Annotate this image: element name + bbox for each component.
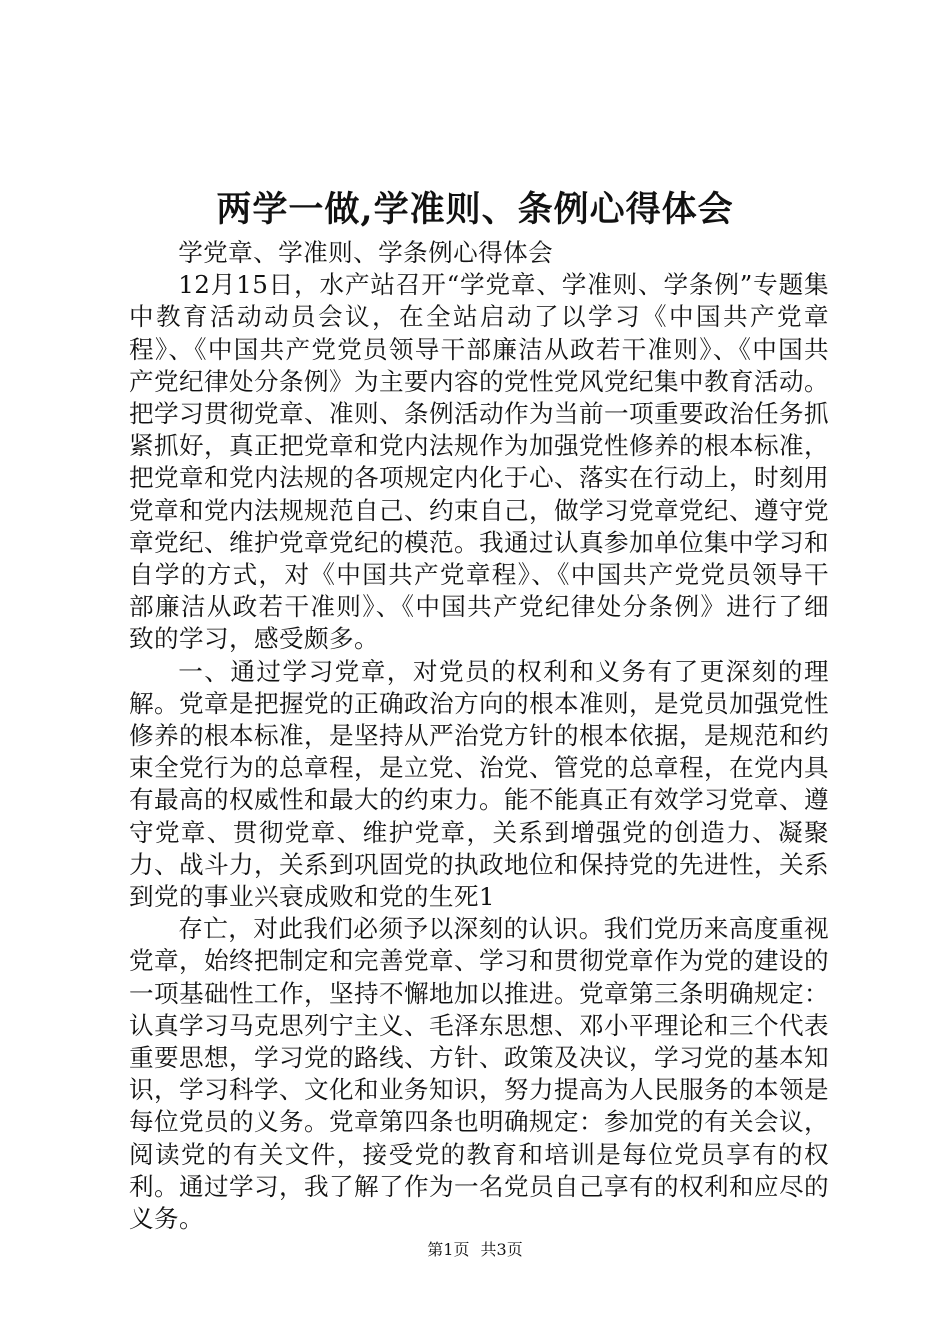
document-title: 两学一做,学准则、条例心得体会: [216, 189, 734, 230]
paragraph-section-one: 一、通过学习党章，对党员的权利和义务有了更深刻的理解。党章是把握党的正确政治方向的根本准则，是党员加强党性修养的根本标准，是坚持从严治党方针的根本依据，是规范和约束全党行为的总章程，是立党、治党、管党的总章程，在党内具有最高的权威性和最大的约束力。能不能真正有效学习党章、遵守党章、贯彻党章、维护党章，关系到增强党的创造力、凝聚力、战斗力，关系到巩固党的执政地位和保持党的先进性，关系到党的事业兴衰成败和党的生死1: [129, 656, 829, 912]
paragraph-subtitle: 学党章、学准则、学条例心得体会: [178, 238, 554, 267]
page-footer: [0, 1238, 950, 1262]
page-number: 第1页: [427, 1240, 470, 1259]
page-total: 共3页: [480, 1240, 523, 1259]
paragraph-intro: 12月15日，水产站召开“学党章、学准则、学条例”专题集中教育活动动员会议，在全站启动了以学习《中国共产党章程》、《中国共产党党员领导干部廉洁从政若干准则》、《中国共产党纪律处分条例》为主要内容的党性党风党纪集中教育活动。把学习贯彻党章、准则、条例活动作为当前一项重要政治任务抓紧抓好，真正把党章和党内法规作为加强党性修养的根本标准，把党章和党内法规的各项规定内化于心、落实在行动上，时刻用党章和党内法规规范自己、约束自己，做学习党章党纪、遵守党章党纪、维护党章党纪的模范。我通过认真参加单位集中学习和自学的方式，对《中国共产党章程》、《中国共产党党员领导干部廉洁从政若干准则》、《中国共产党纪律处分条例》进行了细致的学习，感受颇多。: [129, 270, 829, 654]
paragraph-continuation: 存亡，对此我们必须予以深刻的认识。我们党历来高度重视党章，始终把制定和完善党章、学习和贯彻党章作为党的建设的一项基础性工作，坚持不懈地加以推进。党章第三条明确规定：认真学习马克思列宁主义、毛泽东思想、邓小平理论和三个代表重要思想，学习党的路线、方针、政策及决议，学习党的基本知识，学习科学、文化和业务知识，努力提高为人民服务的本领是每位党员的义务。党章第四条也明确规定：参加党的有关会议，阅读党的有关文件，接受党的教育和培训是每位党员享有的权利。通过学习，我了解了作为一名党员自己享有的权利和应尽的义务。: [129, 914, 829, 1234]
document-body: [129, 237, 829, 1235]
